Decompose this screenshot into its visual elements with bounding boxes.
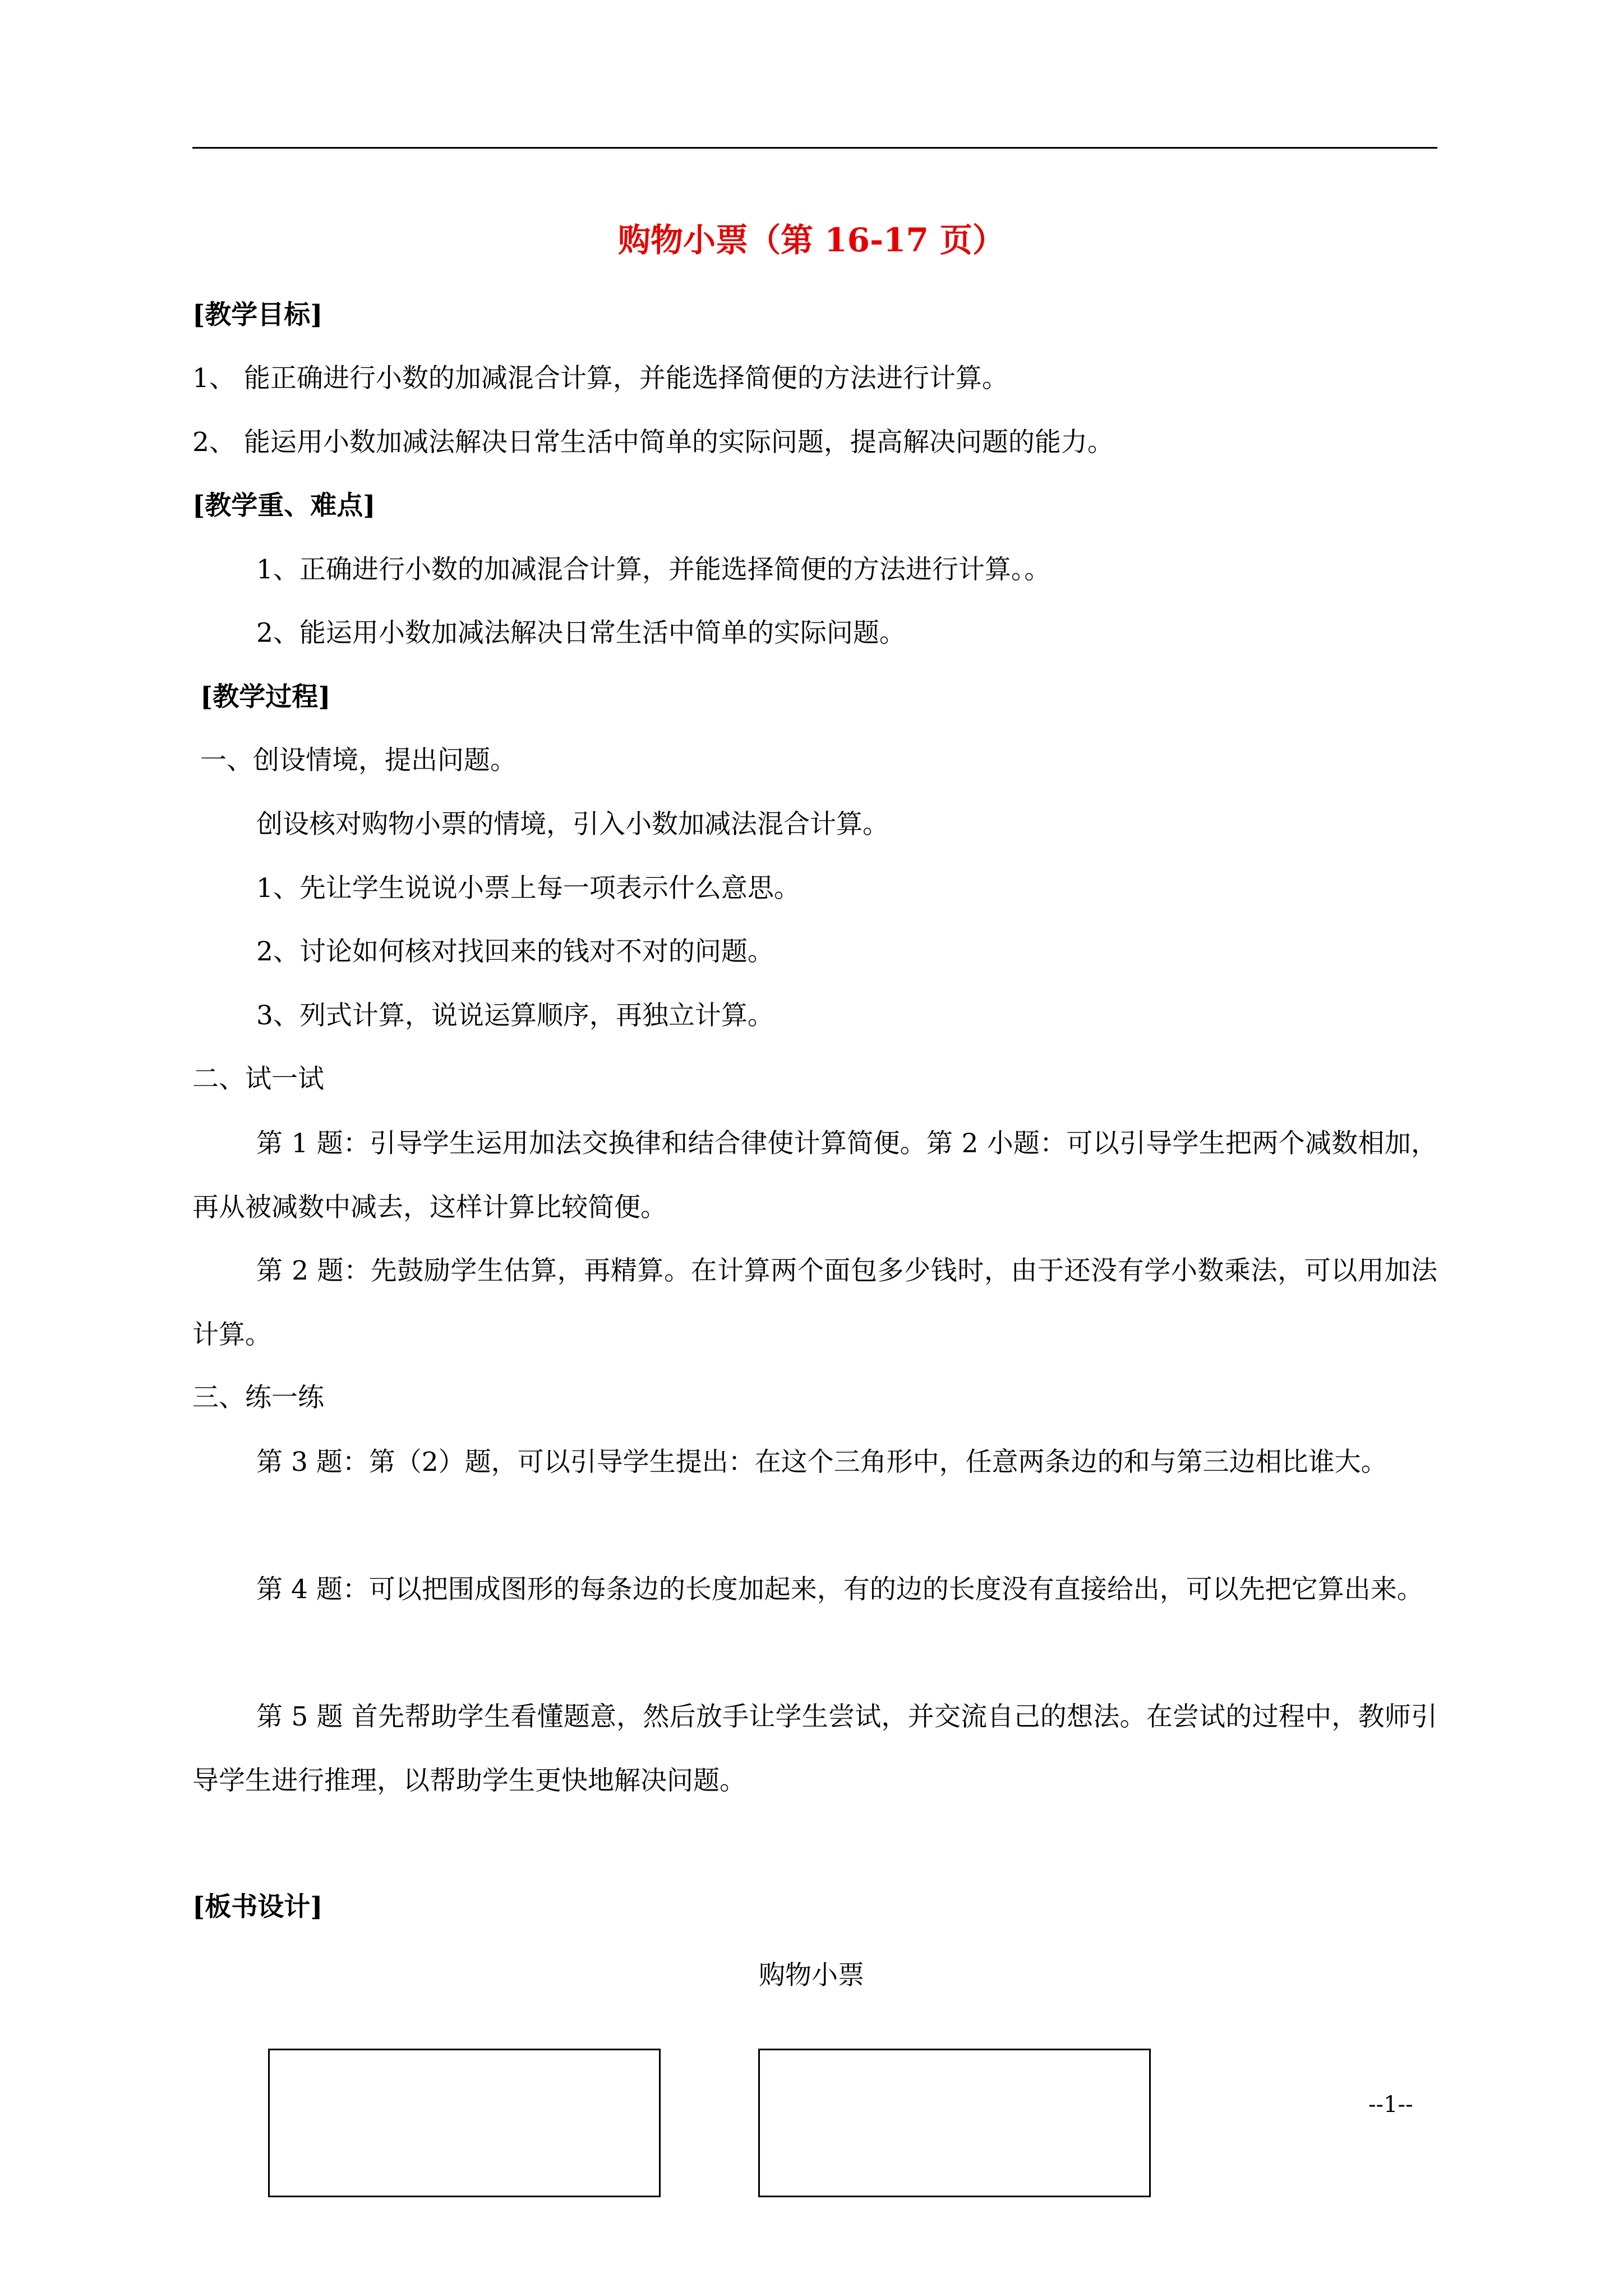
board-heading: [板书设计] [192, 1892, 323, 1922]
header-rule [192, 147, 1437, 149]
section-1-intro: 创设核对购物小票的情境，引入小数加减法混合计算。 [256, 809, 889, 840]
section-2-title: 二、试一试 [192, 1064, 324, 1094]
section-2-paragraph-1: 第 1 题：引导学生运用加法交换律和结合律使计算简便。第 2 小题：可以引导学生把两个减数相加，再从被减数中减去，这样计算比较简便。 [192, 1128, 1437, 1223]
section-3-title: 三、练一练 [192, 1382, 324, 1413]
section-1-step-2: 2、讨论如何核对找回来的钱对不对的问题。 [256, 936, 774, 967]
process-heading: [教学过程] [200, 682, 331, 712]
goal-item-1: 1、 能正确进行小数的加减混合计算，并能选择简便的方法进行计算。 [192, 363, 1008, 394]
board-box-right [758, 2049, 1151, 2197]
section-3-paragraph-1: 第 3 题：第（2）题，可以引导学生提出：在这个三角形中，任意两条边的和与第三边相比谁大。 [256, 1447, 1387, 1478]
goal-item-2: 2、 能运用小数加减法解决日常生活中简单的实际问题，提高解决问题的能力。 [192, 427, 1114, 458]
board-title: 购物小票 [759, 1960, 864, 1991]
section-1-step-1: 1、先让学生说说小票上每一项表示什么意思。 [256, 873, 800, 904]
section-1-title: 一、创设情境，提出问题。 [200, 745, 517, 776]
section-3-paragraph-3: 第 5 题 首先帮助学生看懂题意，然后放手让学生尝试，并交流自己的想法。在尝试的过程中，教师引导学生进行推理，以帮助学生更快地解决问题。 [192, 1701, 1437, 1796]
document-title: 购物小票（第 16-17 页） [618, 221, 1005, 259]
key-points-heading: [教学重、难点] [192, 490, 376, 521]
key-point-item-1: 1、正确进行小数的加减混合计算，并能选择简便的方法进行计算。。 [256, 554, 1051, 585]
key-point-item-2: 2、能运用小数加减法解决日常生活中简单的实际问题。 [256, 618, 906, 648]
goals-heading: [教学目标] [192, 300, 323, 330]
section-2-paragraph-2: 第 2 题：先鼓励学生估算，再精算。在计算两个面包多少钱时，由于还没有学小数乘法，可以用加法计算。 [192, 1255, 1437, 1350]
section-1-step-3: 3、列式计算，说说运算顺序，再独立计算。 [256, 1000, 774, 1031]
board-box-left [268, 2049, 661, 2197]
page-number: --1-- [1368, 2092, 1413, 2118]
section-3-paragraph-2: 第 4 题：可以把围成图形的每条边的长度加起来，有的边的长度没有直接给出，可以先把它算出来。 [256, 1574, 1423, 1605]
